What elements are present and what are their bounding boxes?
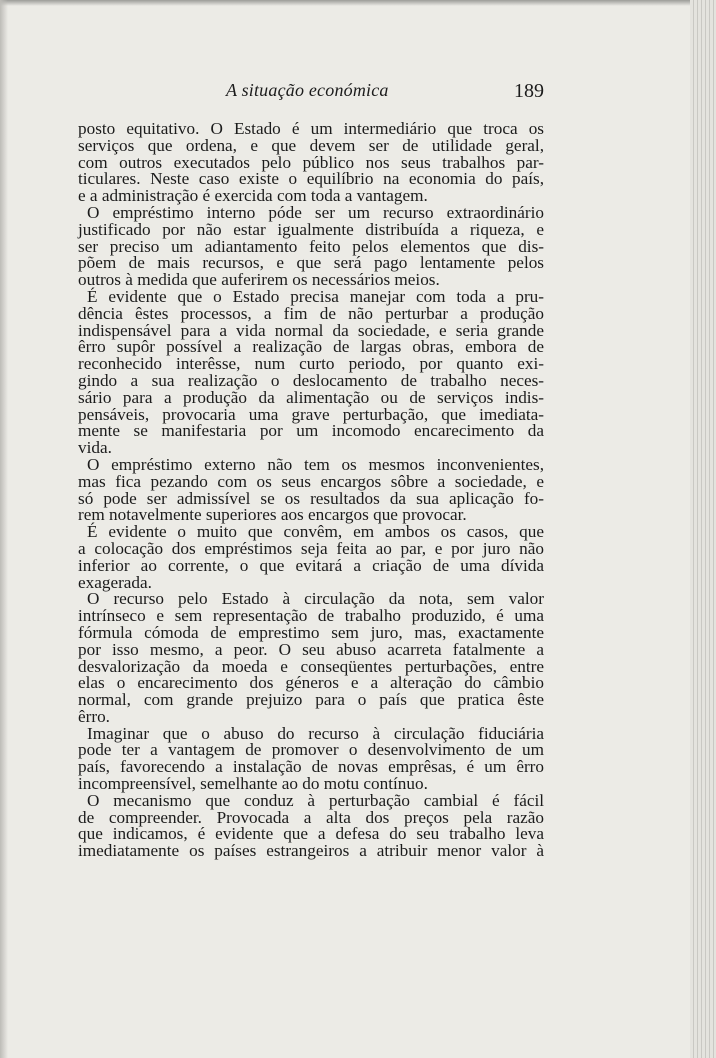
text-line: exagerada. xyxy=(78,572,152,592)
text-line: vida. xyxy=(78,438,112,458)
text-line: êrro. xyxy=(78,706,110,726)
text-line: O recurso pelo Estado à circulação da nota, sem valor xyxy=(87,589,544,609)
scan-left-shadow xyxy=(0,0,8,1058)
text-line: mente se manifestaria por um incomodo encarecimento da xyxy=(78,421,544,441)
scan-top-shadow xyxy=(0,0,716,6)
text-line: e a administração é exercida com toda a vantagem. xyxy=(78,186,428,206)
text-line: incompreensível, semelhante ao do motu contínuo. xyxy=(78,774,428,794)
text-line: posto equitativo. O Estado é um intermediário que troca os xyxy=(78,119,544,138)
text-line: desvalorização da moeda e conseqüentes perturbações, entre xyxy=(78,656,544,676)
page-number: 189 xyxy=(514,80,544,102)
text-line: sário para a produção da alimentação ou de serviços indis- xyxy=(78,387,544,407)
text-line: intrínseco e sem representação de trabalho produzido, é uma xyxy=(78,606,544,626)
body-text xyxy=(78,121,544,860)
text-line: É evidente o muito que convêm, em ambos os casos, que xyxy=(87,522,544,542)
text-line: que indicamos, é evidente que a defesa do seu trabalho leva xyxy=(78,824,544,844)
text-line: justificado por não estar igualmente distribuída a riqueza, e xyxy=(78,219,544,239)
text-line: outros à medida que auferirem os necessários meios. xyxy=(78,270,440,290)
text-line: reconhecido interêsse, num curto periodo, por quanto exi- xyxy=(78,354,544,374)
text-line: gindo a sua realização o deslocamento de trabalho neces- xyxy=(78,370,544,390)
text-line: só pode ser admissível se os resultados da sua aplicação fo- xyxy=(78,488,544,508)
text-line: país, favorecendo a instalação de novas emprêsas, é um êrro xyxy=(78,757,544,777)
page-edges xyxy=(690,0,716,1058)
text-line: O empréstimo interno póde ser um recurso extraordinário xyxy=(87,202,544,222)
text-line: ser preciso um adiantamento feito pelos elementos que dis- xyxy=(78,236,544,256)
text-line: É evidente que o Estado precisa manejar com toda a pru- xyxy=(87,286,544,306)
text-line: ticulares. Neste caso existe o equilíbrio na economia do país, xyxy=(78,169,544,189)
text-line: fórmula cómoda de emprestimo sem juro, mas, exactamente xyxy=(78,622,544,642)
text-line: pode ter a vantagem de promover o desenvolvimento de um xyxy=(78,740,544,760)
text-line: pensáveis, provocaria uma grave perturbação, que imediata- xyxy=(78,404,544,424)
text-line: a colocação dos empréstimos seja feita ao par, e por juro não xyxy=(78,538,544,558)
text-line: inferior ao corrente, o que evitará a criação de uma dívida xyxy=(78,555,544,575)
text-line: por isso mesmo, a peor. O seu abuso acarreta fatalmente a xyxy=(78,639,544,659)
text-line: imediatamente os países estrangeiros a atribuir menor valor à xyxy=(78,841,544,861)
text-line: dência êstes processos, a fim de não perturbar a produção xyxy=(78,303,544,323)
text-line: êrro supôr possível a realização de largas obras, embora de xyxy=(78,337,544,357)
text-line: Imaginar que o abuso do recurso à circulação fiduciária xyxy=(87,723,544,743)
text-line: indispensável para a vida normal da sociedade, e seria grande xyxy=(78,320,544,340)
text-line: rem notavelmente superiores aos encargos que provocar. xyxy=(78,505,467,525)
text-line: elas o encarecimento dos géneros e a alteração do câmbio xyxy=(78,673,544,693)
text-line: O mecanismo que conduz à perturbação cambial é fácil xyxy=(87,790,544,810)
text-line: O empréstimo externo não tem os mesmos inconvenientes, xyxy=(87,454,544,474)
text-line: serviços que ordena, e que devem ser de utilidade geral, xyxy=(78,135,544,155)
page-header xyxy=(78,78,544,108)
text-line: mas fica pezando com os seus encargos sôbre a sociedade, e xyxy=(78,471,544,491)
text-line: normal, com grande prejuizo para o país que pratica êste xyxy=(78,690,544,710)
text-line: de compreender. Provocada a alta dos preços pela razão xyxy=(78,807,544,827)
text-line: põem de mais recursos, e que será pago lentamente pelos xyxy=(78,253,544,273)
text-line: com outros executados pelo público nos seus trabalhos par- xyxy=(78,152,544,172)
running-title: A situação económica xyxy=(226,80,389,100)
